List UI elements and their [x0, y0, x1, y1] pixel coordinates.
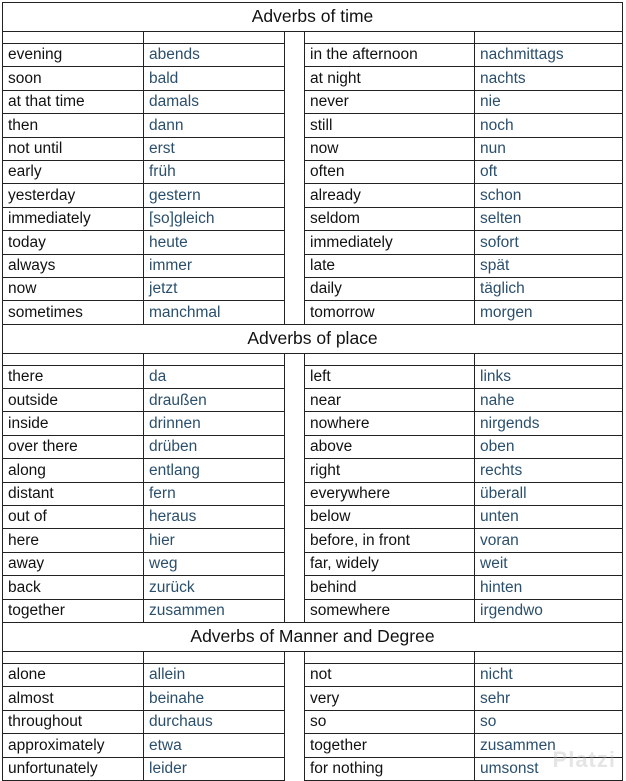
german-word: links: [475, 365, 623, 388]
section-title-row: [3, 622, 623, 651]
english-word: often: [305, 160, 475, 183]
german-word: so: [475, 710, 623, 733]
german-word: beinahe: [144, 687, 285, 710]
german-word: heute: [144, 231, 285, 254]
german-word: da: [144, 365, 285, 388]
english-word: out of: [3, 506, 144, 529]
german-word: manchmal: [144, 301, 285, 324]
table-row: [3, 663, 623, 686]
english-word: somewhere: [305, 599, 475, 622]
section-title-row: [3, 324, 623, 353]
german-word: nirgends: [475, 412, 623, 435]
section-spacer: [3, 353, 623, 365]
table-row: [3, 277, 623, 300]
german-word: sehr: [475, 687, 623, 710]
table-row: [3, 529, 623, 552]
english-word: left: [305, 365, 475, 388]
english-word: throughout: [3, 710, 144, 733]
english-word: over there: [3, 435, 144, 458]
column-gap: [285, 365, 305, 388]
german-word: selten: [475, 207, 623, 230]
german-word: immer: [144, 254, 285, 277]
column-gap: [285, 734, 305, 757]
column-gap: [285, 254, 305, 277]
english-word: before, in front: [305, 529, 475, 552]
table-row: [3, 114, 623, 137]
german-word: allein: [144, 663, 285, 686]
german-word: unten: [475, 506, 623, 529]
english-word: seldom: [305, 207, 475, 230]
column-gap: [285, 552, 305, 575]
english-word: not: [305, 663, 475, 686]
english-word: above: [305, 435, 475, 458]
german-word: früh: [144, 160, 285, 183]
section-title: Adverbs of time: [3, 3, 623, 32]
english-word: distant: [3, 482, 144, 505]
german-word: entlang: [144, 459, 285, 482]
column-gap: [285, 277, 305, 300]
table-row: [3, 599, 623, 622]
column-gap: [285, 44, 305, 67]
german-word: erst: [144, 137, 285, 160]
english-word: immediately: [305, 231, 475, 254]
german-word: weg: [144, 552, 285, 575]
adverbs-table: [2, 2, 623, 781]
table-row: [3, 231, 623, 254]
table-row: [3, 412, 623, 435]
german-word: noch: [475, 114, 623, 137]
english-word: in the afternoon: [305, 44, 475, 67]
german-word: draußen: [144, 389, 285, 412]
german-word: drüben: [144, 435, 285, 458]
column-gap: [285, 207, 305, 230]
table-row: [3, 687, 623, 710]
english-word: back: [3, 576, 144, 599]
table-row: [3, 184, 623, 207]
english-word: today: [3, 231, 144, 254]
english-word: immediately: [3, 207, 144, 230]
english-word: daily: [305, 277, 475, 300]
english-word: right: [305, 459, 475, 482]
english-word: together: [3, 599, 144, 622]
german-word: damals: [144, 90, 285, 113]
german-word: nie: [475, 90, 623, 113]
english-word: now: [305, 137, 475, 160]
section-spacer: [3, 651, 623, 663]
table-row: [3, 757, 623, 780]
german-word: voran: [475, 529, 623, 552]
german-word: zurück: [144, 576, 285, 599]
german-word: jetzt: [144, 277, 285, 300]
table-row: [3, 389, 623, 412]
english-word: late: [305, 254, 475, 277]
german-word: oben: [475, 435, 623, 458]
section-title: Adverbs of Manner and Degree: [3, 622, 623, 651]
column-gap: [285, 529, 305, 552]
table-row: [3, 44, 623, 67]
german-word: nahe: [475, 389, 623, 412]
german-word: nachmittags: [475, 44, 623, 67]
english-word: nowhere: [305, 412, 475, 435]
table-row: [3, 67, 623, 90]
table-row: [3, 576, 623, 599]
english-word: soon: [3, 67, 144, 90]
english-word: far, widely: [305, 552, 475, 575]
column-gap: [285, 90, 305, 113]
english-word: evening: [3, 44, 144, 67]
column-gap: [285, 757, 305, 780]
english-word: away: [3, 552, 144, 575]
english-word: there: [3, 365, 144, 388]
column-gap: [285, 435, 305, 458]
english-word: sometimes: [3, 301, 144, 324]
german-word: überall: [475, 482, 623, 505]
english-word: approximately: [3, 734, 144, 757]
german-word: sofort: [475, 231, 623, 254]
english-word: outside: [3, 389, 144, 412]
english-word: tomorrow: [305, 301, 475, 324]
table-row: [3, 734, 623, 757]
german-word: abends: [144, 44, 285, 67]
column-gap: [285, 576, 305, 599]
german-word: nicht: [475, 663, 623, 686]
english-word: here: [3, 529, 144, 552]
german-word: umsonst: [475, 757, 623, 780]
column-gap: [285, 687, 305, 710]
english-word: together: [305, 734, 475, 757]
german-word: nachts: [475, 67, 623, 90]
german-word: oft: [475, 160, 623, 183]
german-word: morgen: [475, 301, 623, 324]
section-title: Adverbs of place: [3, 324, 623, 353]
german-word: [so]gleich: [144, 207, 285, 230]
english-word: not until: [3, 137, 144, 160]
column-gap: [285, 160, 305, 183]
column-gap: [285, 710, 305, 733]
watermark-logo: Platzi: [552, 747, 616, 772]
english-word: early: [3, 160, 144, 183]
column-gap: [285, 459, 305, 482]
english-word: still: [305, 114, 475, 137]
table-row: [3, 90, 623, 113]
german-word: fern: [144, 482, 285, 505]
section-title-row: [3, 3, 623, 32]
english-word: at that time: [3, 90, 144, 113]
table-row: [3, 710, 623, 733]
english-word: near: [305, 389, 475, 412]
english-word: very: [305, 687, 475, 710]
german-word: zusammen: [144, 599, 285, 622]
table-row: [3, 160, 623, 183]
column-gap: [285, 663, 305, 686]
german-word: hier: [144, 529, 285, 552]
english-word: then: [3, 114, 144, 137]
table-row: [3, 482, 623, 505]
table-row: [3, 254, 623, 277]
german-word: schon: [475, 184, 623, 207]
english-word: behind: [305, 576, 475, 599]
german-word: heraus: [144, 506, 285, 529]
table-row: [3, 207, 623, 230]
german-word: nun: [475, 137, 623, 160]
english-word: almost: [3, 687, 144, 710]
english-word: always: [3, 254, 144, 277]
english-word: yesterday: [3, 184, 144, 207]
german-word: drinnen: [144, 412, 285, 435]
table-row: [3, 552, 623, 575]
english-word: inside: [3, 412, 144, 435]
column-gap: [285, 482, 305, 505]
table-row: [3, 137, 623, 160]
german-word: täglich: [475, 277, 623, 300]
table-row: [3, 435, 623, 458]
german-word: rechts: [475, 459, 623, 482]
column-gap: [285, 301, 305, 324]
column-gap: [285, 67, 305, 90]
english-word: along: [3, 459, 144, 482]
english-word: now: [3, 277, 144, 300]
german-word: leider: [144, 757, 285, 780]
english-word: alone: [3, 663, 144, 686]
column-gap: [285, 506, 305, 529]
column-gap: [285, 114, 305, 137]
german-word: hinten: [475, 576, 623, 599]
section-spacer: [3, 32, 623, 44]
table-row: [3, 301, 623, 324]
german-word: weit: [475, 552, 623, 575]
english-word: below: [305, 506, 475, 529]
english-word: never: [305, 90, 475, 113]
column-gap: [285, 412, 305, 435]
english-word: at night: [305, 67, 475, 90]
english-word: unfortunately: [3, 757, 144, 780]
german-word: durchaus: [144, 710, 285, 733]
table-row: [3, 506, 623, 529]
column-gap: [285, 599, 305, 622]
table-row: [3, 365, 623, 388]
german-word: irgendwo: [475, 599, 623, 622]
german-word: bald: [144, 67, 285, 90]
german-word: zusammen: [475, 734, 623, 757]
english-word: for nothing: [305, 757, 475, 780]
column-gap: [285, 389, 305, 412]
english-word: already: [305, 184, 475, 207]
column-gap: [285, 184, 305, 207]
table-row: [3, 459, 623, 482]
german-word: etwa: [144, 734, 285, 757]
english-word: so: [305, 710, 475, 733]
column-gap: [285, 231, 305, 254]
column-gap: [285, 137, 305, 160]
german-word: dann: [144, 114, 285, 137]
german-word: gestern: [144, 184, 285, 207]
english-word: everywhere: [305, 482, 475, 505]
german-word: spät: [475, 254, 623, 277]
